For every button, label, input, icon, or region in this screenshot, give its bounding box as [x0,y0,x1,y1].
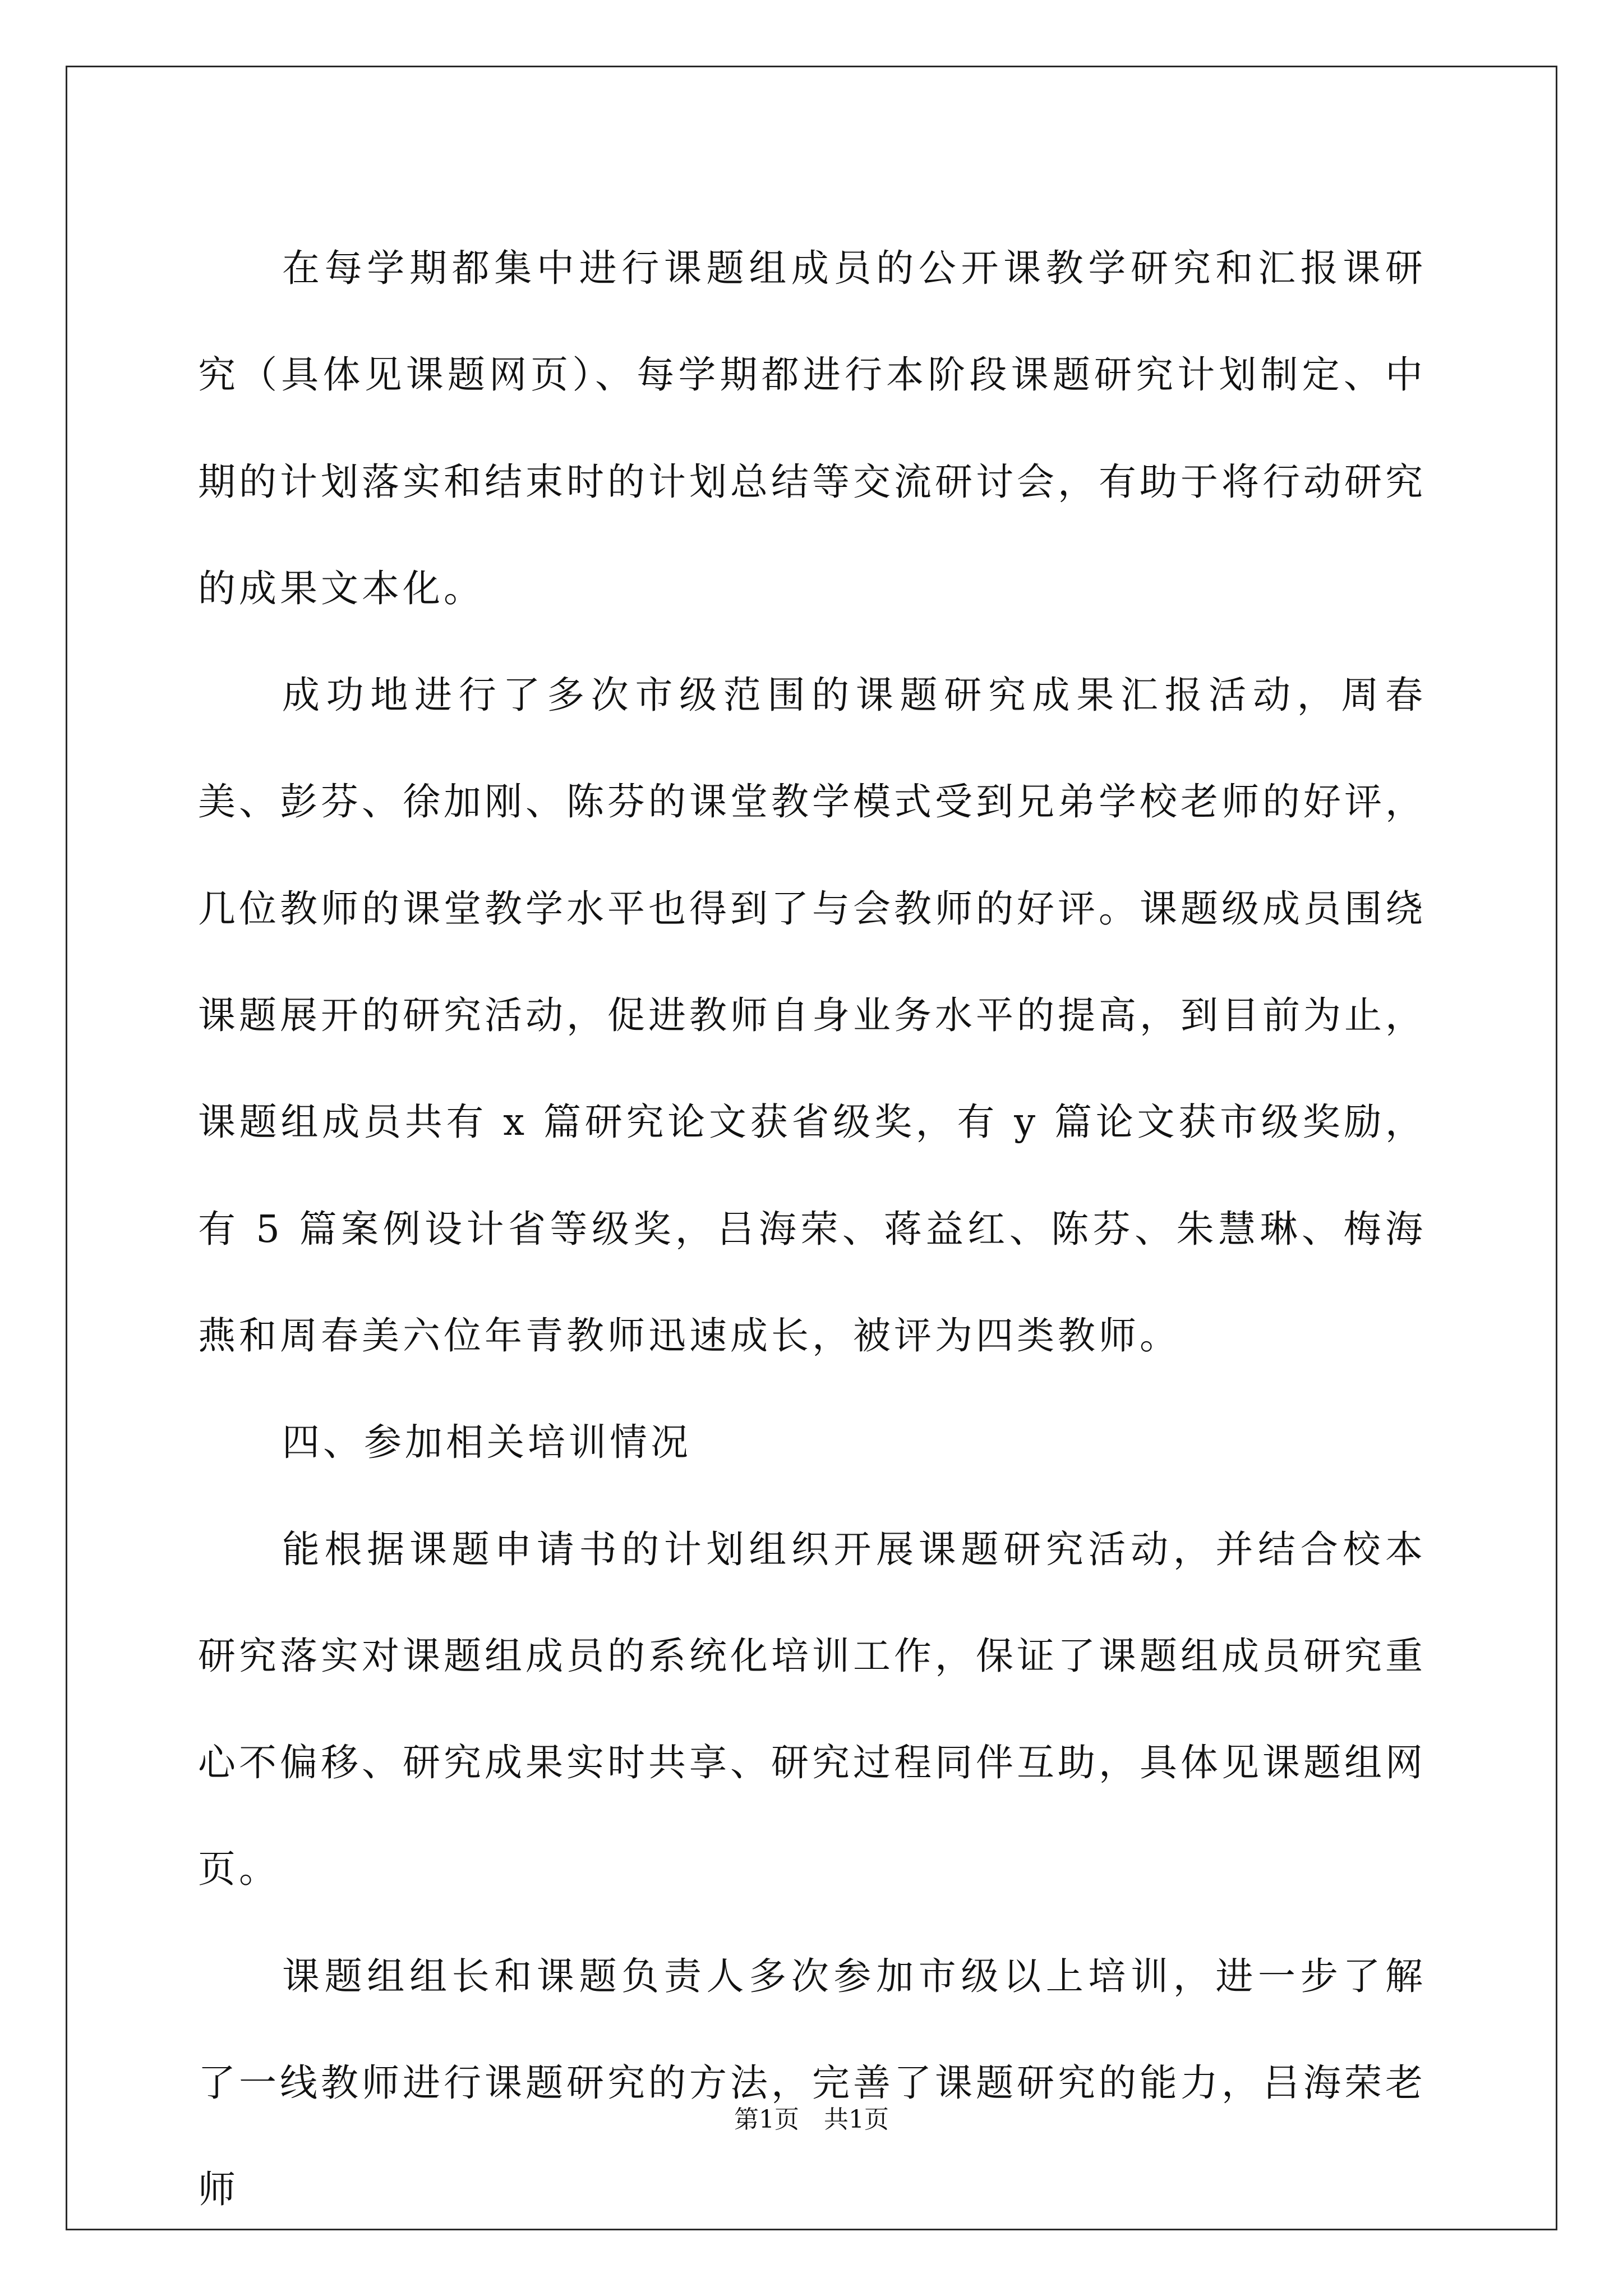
paragraph-1: 在每学期都集中进行课题组成员的公开课教学研究和汇报课研究（具体见课题网页）、每学期都进行本阶段课题研究计划制定、中期的计划落实和结束时的计划总结等交流研讨会，有助于将行动研究的成果文本化。 [198,246,1426,610]
section-heading: 四、参加相关培训情况 [282,1420,691,1465]
paragraph-4: 课题组组长和课题负责人多次参加市级以上培训，进一步了解了一线教师进行课题研究的方法，完善了课题研究的能力，吕海荣老师 [198,1954,1426,2212]
document-body [198,215,1426,2243]
paragraph-2: 成功地进行了多次市级范围的课题研究成果汇报活动，周春美、彭芬、徐加刚、陈芬的课堂教学模式受到兄弟学校老师的好评，几位教师的课堂教学水平也得到了与会教师的好评。课题级成员围绕课题展开的研究活动，促进教师自身业务水平的提高，到目前为止，课题组成员共有 x 篇研究论文获省级奖，有 y 篇论文获市级奖励，有 5 篇案例设计省等级奖，吕海荣、蒋益红、陈芬、朱慧琳、梅海燕和周春美六位年青教师迅速成长，被评为四类教师。 [198,673,1426,1358]
paragraph-3: 能根据课题申请书的计划组织开展课题研究活动，并结合校本研究落实对课题组成员的系统化培训工作，保证了课题组成员研究重心不偏移、研究成果实时共享、研究过程同伴互助，具体见课题组网页。 [198,1527,1426,1892]
page-footer: 第1页 共1页 [734,2105,889,2134]
